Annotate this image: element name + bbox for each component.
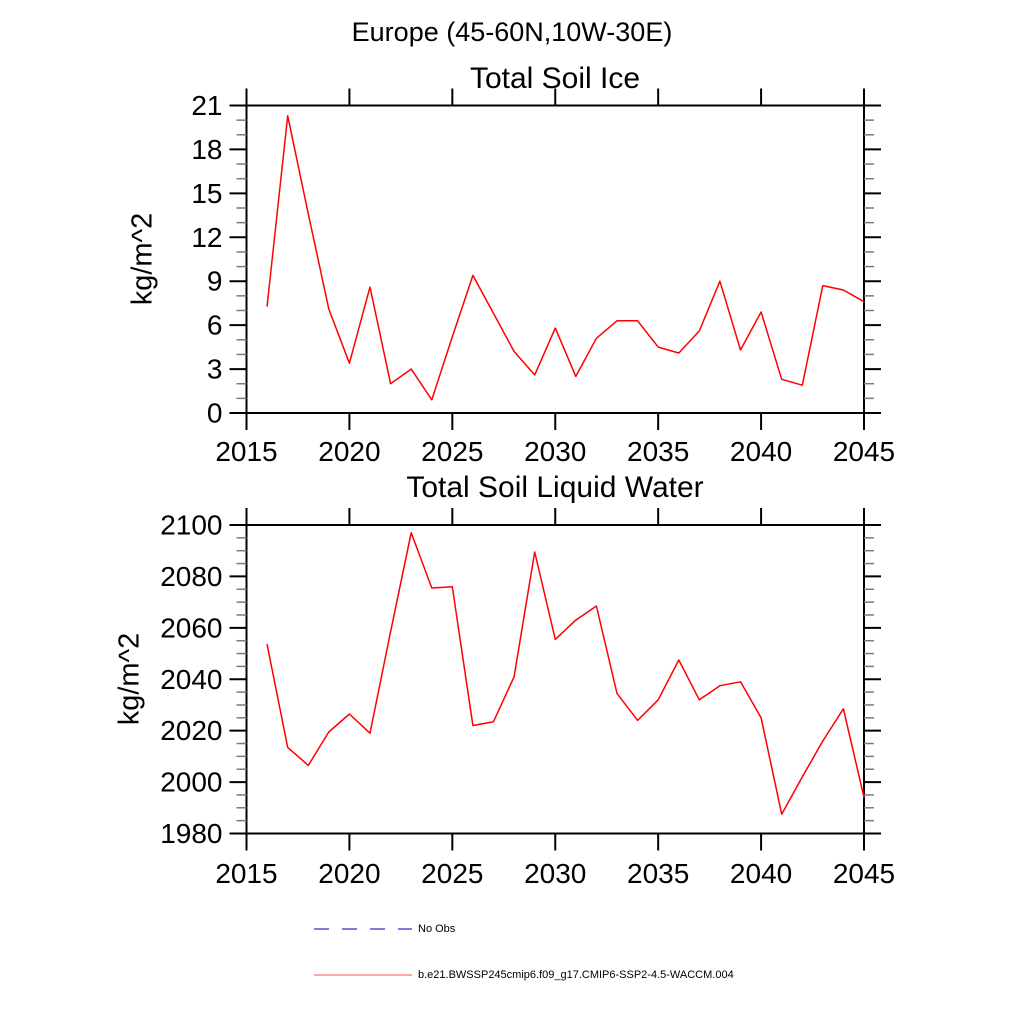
legend-row-model-run (313, 968, 734, 982)
y-tick-label: 15 (191, 177, 223, 209)
y-tick-label: 21 (191, 90, 223, 121)
x-tick-label: 2030 (524, 858, 587, 889)
y-tick-label: 2000 (160, 766, 223, 798)
legend-row-no-obs (313, 922, 455, 936)
bottom-chart-frame (247, 525, 865, 834)
main-title: Europe (45-60N,10W-30E) (351, 17, 673, 47)
top-chart-title: Total Soil Ice (469, 62, 641, 95)
y-tick-label: 1980 (160, 818, 223, 849)
x-tick-label: 2025 (421, 436, 484, 467)
bottom-chart-y-axis-label: kg/m^2 (113, 632, 146, 726)
x-tick-label: 2025 (421, 858, 484, 889)
y-tick-label: 3 (206, 353, 223, 385)
y-tick-label: 12 (191, 221, 223, 253)
model-run-solid-line-swatch (313, 968, 413, 982)
no-obs-dashed-line-swatch (313, 922, 413, 936)
x-tick-label: 2045 (832, 858, 896, 889)
x-tick-label: 2045 (832, 436, 896, 467)
top-chart-frame (247, 106, 865, 414)
y-tick-label: 9 (206, 265, 223, 297)
x-tick-label: 2040 (729, 858, 793, 889)
x-tick-label: 2020 (318, 858, 381, 889)
y-tick-label: 2080 (160, 560, 223, 592)
y-tick-label: 2020 (160, 715, 223, 747)
x-tick-label: 2035 (627, 858, 690, 889)
y-tick-label: 2060 (160, 612, 223, 644)
y-tick-label: 2040 (160, 663, 223, 695)
y-tick-label: 2100 (160, 509, 223, 541)
x-tick-label: 2020 (318, 436, 381, 467)
bottom-chart-plot (160, 508, 895, 889)
x-tick-label: 2030 (524, 436, 587, 467)
y-tick-label: 0 (206, 397, 223, 429)
top-chart-plot (191, 89, 895, 468)
bottom-chart-data-line (267, 533, 864, 815)
x-tick-label: 2035 (627, 436, 690, 467)
y-tick-label: 6 (206, 309, 223, 341)
bottom-chart-title: Total Soil Liquid Water (406, 471, 704, 504)
x-tick-label: 2040 (729, 436, 793, 467)
legend-label-model-run: b.e21.BWSSP245cmip6.f09_g17.CMIP6-SSP2-4.5-WACCM.004 (418, 969, 734, 981)
x-tick-label: 2015 (215, 436, 278, 467)
top-chart-y-axis-label: kg/m^2 (126, 212, 159, 306)
y-tick-label: 18 (191, 133, 223, 165)
legend-label-no-obs: No Obs (418, 923, 456, 935)
x-tick-label: 2015 (215, 858, 278, 889)
top-chart-data-line (267, 116, 864, 400)
